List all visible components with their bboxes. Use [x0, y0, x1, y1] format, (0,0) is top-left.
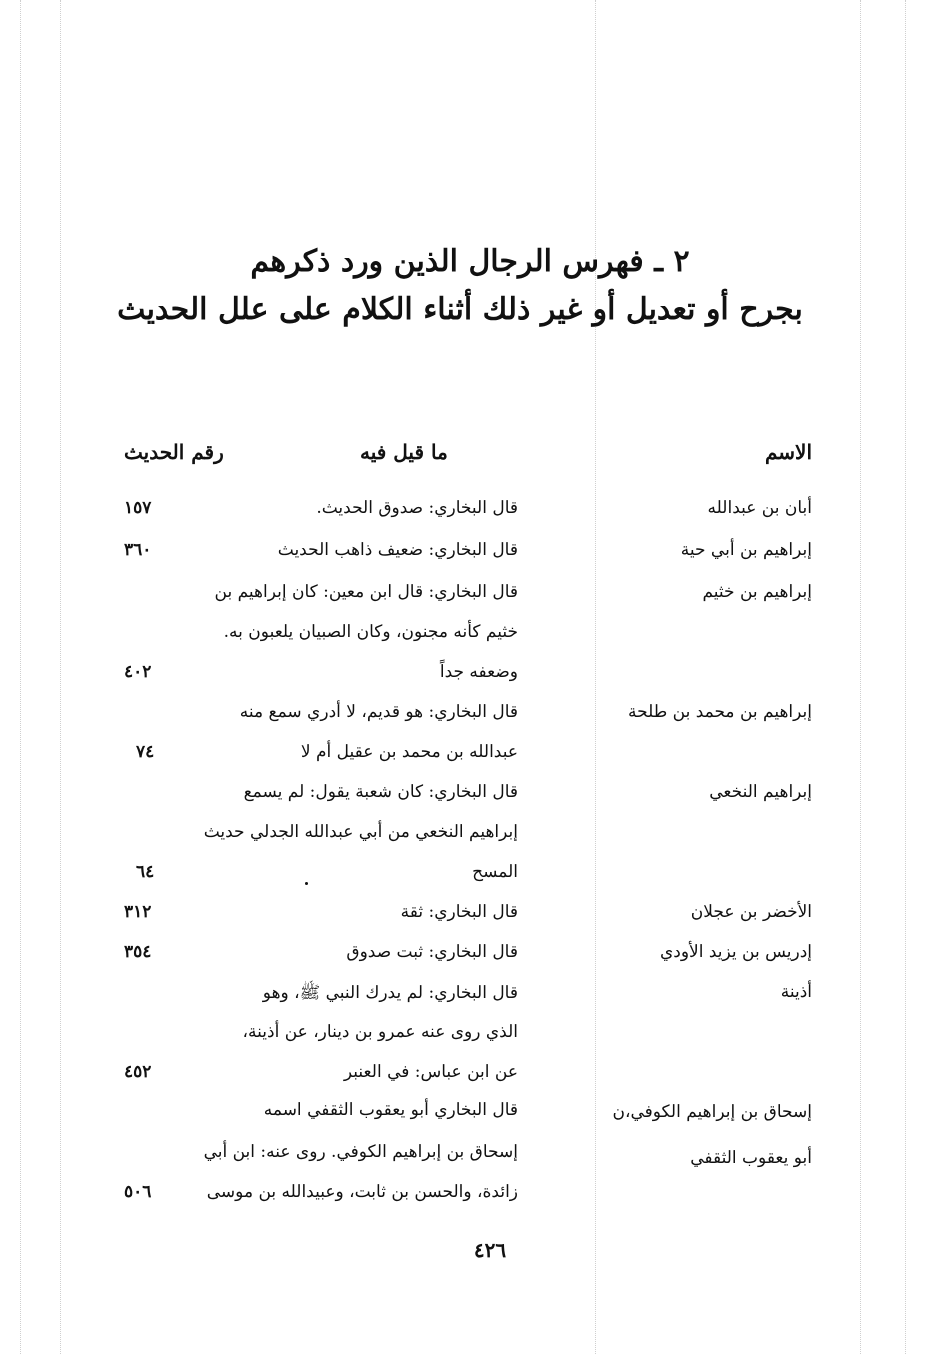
entry-said-line: قال البخاري: ثقة	[400, 902, 518, 922]
entry-name: إبراهيم بن محمد بن طلحة	[627, 702, 812, 722]
entry-number: ٣٥٤	[124, 942, 152, 962]
column-header-name: الاسم	[764, 440, 812, 464]
column-header-number: رقم الحديث	[124, 440, 224, 464]
entry-said-line: قال البخاري: لم يدرك النبي ﷺ، وهو	[262, 983, 518, 1003]
entry-number: ١٥٧	[124, 498, 152, 518]
entry-name: أبان بن عبدالله	[707, 498, 812, 518]
entry-said-line: قال البخاري: ثبت صدوق	[346, 942, 518, 962]
scan-artifact-line	[595, 0, 596, 1354]
entry-number: ٤٥٢	[124, 1062, 152, 1082]
entry-name: إبراهيم بن خثيم	[702, 582, 812, 602]
entry-number: ٣٦٠	[124, 540, 152, 560]
entry-said-line: عبدالله بن محمد بن عقيل أم لا	[300, 742, 518, 762]
scan-artifact-line	[860, 0, 861, 1354]
entry-number: ٧٤	[136, 742, 155, 762]
scan-artifact-line	[905, 0, 906, 1354]
entry-said-line: زائدة، والحسن بن ثابت، وعبيدالله بن موسى	[206, 1182, 518, 1202]
scan-speck	[305, 882, 308, 885]
entry-number: ٣١٢	[124, 902, 152, 922]
entry-said-line: قال البخاري أبو يعقوب الثقفي اسمه	[263, 1100, 518, 1120]
title-line-1: ٢ ـ فهرس الرجال الذين ورد ذكرهم	[250, 244, 690, 279]
entry-name: إدريس بن يزيد الأودي	[659, 942, 812, 962]
entry-name: إبراهيم بن أبي حية	[680, 540, 812, 560]
entry-said-line: خثيم كأنه مجنون، وكان الصبيان يلعبون به.	[223, 622, 518, 642]
entry-said-line: عن ابن عباس: في العنبر	[343, 1062, 518, 1082]
entry-said-line: وضعفه جداً	[439, 662, 518, 682]
entry-name: إسحاق بن إبراهيم الكوفي،ن	[612, 1102, 812, 1122]
entry-name: إبراهيم النخعي	[709, 782, 812, 802]
entry-number: ٤٠٢	[124, 662, 152, 682]
entry-said-line: قال البخاري: صدوق الحديث.	[316, 498, 518, 518]
page-number: ٤٢٦	[473, 1238, 507, 1262]
entry-name: أذينة	[780, 982, 812, 1002]
entry-said-line: قال البخاري: ضعيف ذاهب الحديث	[277, 540, 518, 560]
entry-said-line: قال البخاري: هو قديم، لا أدري سمع منه	[239, 702, 518, 722]
entry-said-line: قال البخاري: كان شعبة يقول: لم يسمع	[243, 782, 518, 802]
entry-said-line: إسحاق بن إبراهيم الكوفي. روى عنه: ابن أبي	[203, 1142, 518, 1162]
entry-said-line: إبراهيم النخعي من أبي عبدالله الجدلي حديث	[203, 822, 518, 842]
entry-name: الأخضر بن عجلان	[690, 902, 812, 922]
entry-said-line: الذي روى عنه عمرو بن دينار، عن أذينة،	[242, 1022, 518, 1042]
entry-number: ٥٠٦	[124, 1182, 152, 1202]
scan-artifact-line	[60, 0, 61, 1354]
column-header-said: ما قيل فيه	[360, 440, 448, 464]
entry-said-line: قال البخاري: قال ابن معين: كان إبراهيم بن	[214, 582, 518, 602]
entry-number: ٦٤	[136, 862, 155, 882]
entry-name-continued: أبو يعقوب الثقفي	[690, 1148, 812, 1168]
entry-said-line: المسح	[472, 862, 518, 882]
scan-artifact-line	[20, 0, 21, 1354]
title-line-2: بجرح أو تعديل أو غير ذلك أثناء الكلام على علل الحديث	[117, 292, 803, 327]
